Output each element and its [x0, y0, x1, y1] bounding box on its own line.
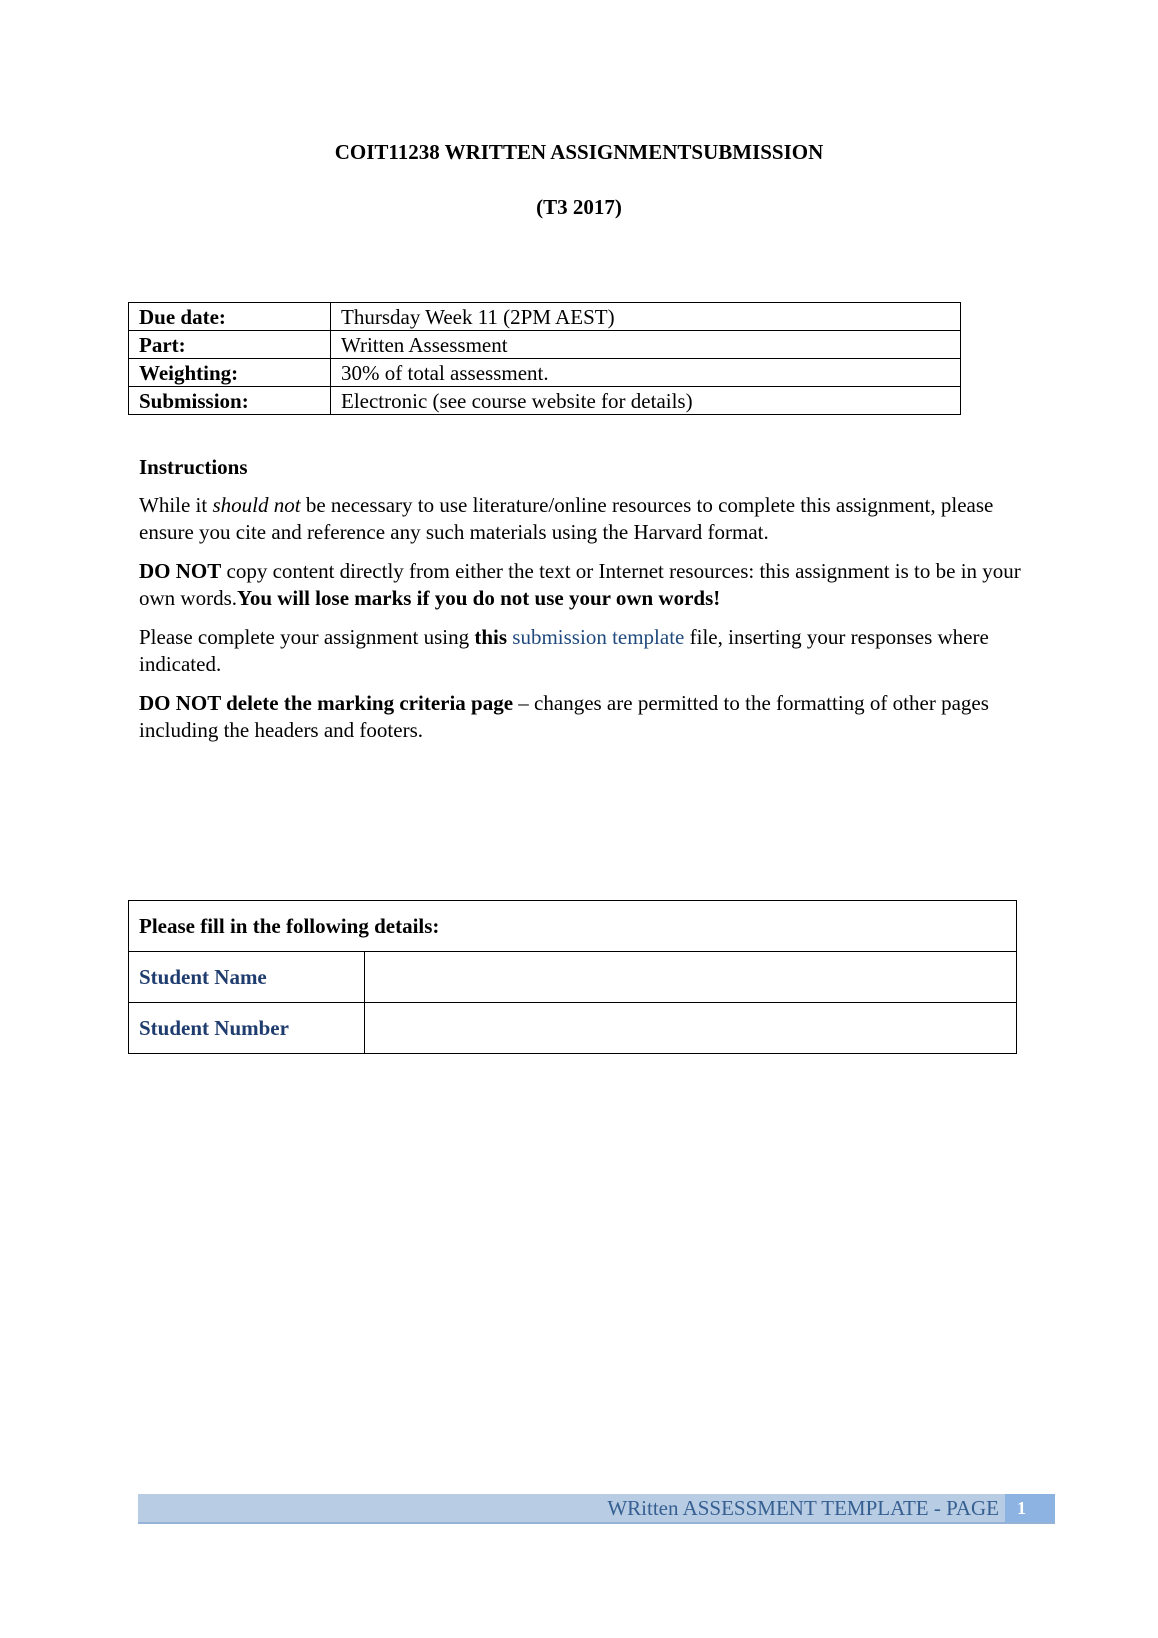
table-row: [129, 359, 961, 387]
assignment-info-table: [128, 302, 961, 415]
info-value: Thursday Week 11 (2PM AEST): [331, 303, 961, 331]
table-row: [129, 901, 1017, 952]
student-details-table: [128, 900, 1017, 1054]
info-value: 30% of total assessment.: [331, 359, 961, 387]
instructions-paragraph-3: [139, 624, 1039, 678]
document-title: COIT11238 WRITTEN ASSIGNMENTSUBMISSION: [334, 140, 824, 164]
info-label: Due date:: [129, 303, 331, 331]
instructions-paragraph-1: [139, 492, 1039, 546]
page-footer: [138, 1494, 1055, 1524]
text-run: – changes are permitted to the formatting of other pages including the headers and footers.: [139, 691, 989, 742]
info-label: Weighting:: [129, 359, 331, 387]
student-number-label: Student Number: [129, 1003, 365, 1054]
info-label: Submission:: [129, 387, 331, 415]
info-label: Part:: [129, 331, 331, 359]
document-term: (T3 2017): [536, 195, 622, 219]
instructions-paragraph-4: [139, 690, 1039, 744]
strong-text: You will lose marks if you do not use your own words!: [237, 586, 721, 610]
table-row: [129, 952, 1017, 1003]
text-run: Please complete your assignment using: [139, 625, 475, 649]
table-row: [129, 387, 961, 415]
strong-text: DO NOT: [139, 559, 222, 583]
emphasis-text: should not: [212, 493, 301, 517]
text-run: be necessary to use literature/online resources to complete this assignment, please ensure you cite and reference any such materials using the Harvard format.: [139, 493, 994, 544]
info-value: Written Assessment: [331, 331, 961, 359]
text-run: file, inserting your responses where indicated.: [139, 625, 989, 676]
table-row: [129, 1003, 1017, 1054]
text-run: While it: [139, 493, 213, 517]
page-number: 1: [1005, 1494, 1055, 1522]
info-value: Electronic (see course website for details): [331, 387, 961, 415]
instructions-heading: Instructions: [139, 455, 248, 479]
table-row: [129, 331, 961, 359]
strong-text: DO NOT delete the marking criteria page: [139, 691, 514, 715]
strong-text: this: [474, 625, 508, 649]
details-header: Please fill in the following details:: [129, 901, 1017, 952]
instructions-paragraph-2: [139, 558, 1039, 612]
footer-text: WRitten ASSESSMENT TEMPLATE - PAGE: [607, 1496, 999, 1520]
table-row: [129, 303, 961, 331]
student-number-field[interactable]: [365, 1003, 1017, 1054]
student-name-field[interactable]: [365, 952, 1017, 1003]
submission-template-link[interactable]: submission template: [512, 625, 685, 649]
student-name-label: Student Name: [129, 952, 365, 1003]
text-run: copy content directly from either the text or Internet resources: this assignment is to be in your own words.: [139, 559, 1021, 610]
